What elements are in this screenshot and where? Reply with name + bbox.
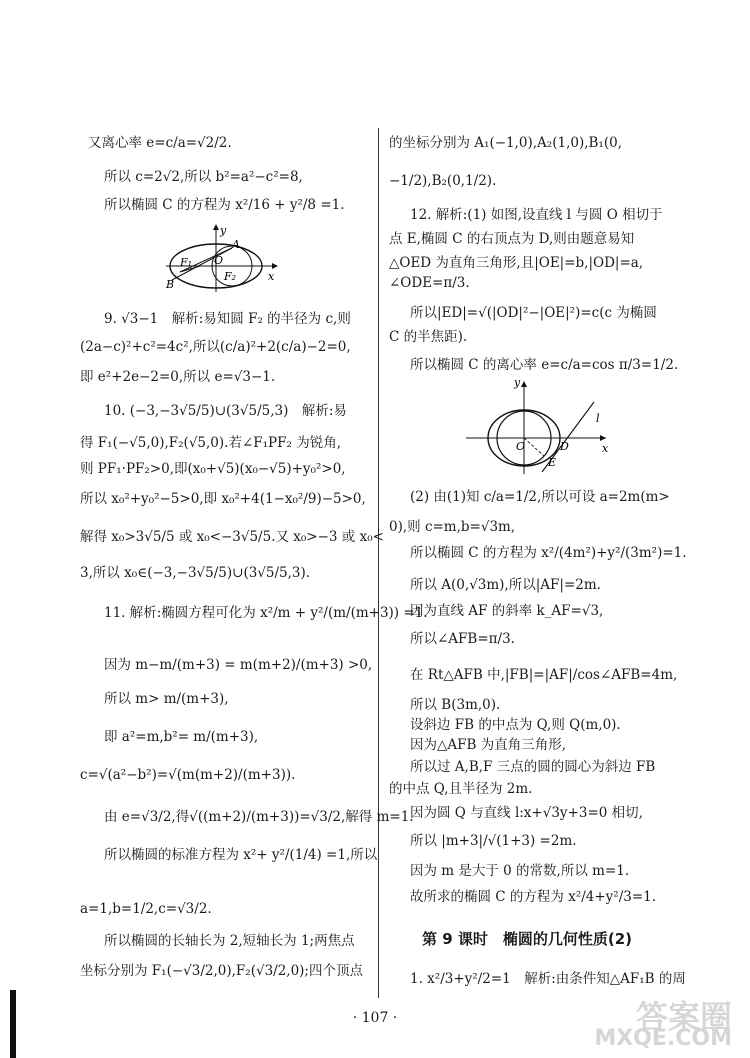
text-line: △OED 为直角三角形,且|OE|=b,|OD|=a, [389, 255, 644, 271]
text-line: 1. x²/3+y²/2=1 解析:由条件知△AF₁B 的周 [410, 971, 686, 987]
text-line: 又离心率 e=c/a=√2/2. [88, 135, 232, 151]
label-e: E [548, 456, 557, 469]
text-line: 即 e²+2e−2=0,所以 e=√3−1. [80, 369, 276, 385]
text-line: 因为 m 是大于 0 的常数,所以 m=1. [410, 863, 630, 879]
section-title: 第 9 课时 椭圆的几何性质(2) [422, 930, 633, 948]
label-y: y [514, 376, 521, 389]
circle-ellipse-figure-2 [462, 376, 612, 476]
text-line: 因为圆 Q 与直线 l:x+√3y+3=0 相切, [410, 805, 643, 821]
text-line: 所以 m> m/(m+3), [104, 691, 229, 707]
label-f1: F₁ [180, 256, 193, 269]
text-line: 所以过 A,B,F 三点的圆的圆心为斜边 FB [410, 759, 656, 775]
text-line: 所以 c=2√2,所以 b²=a²−c²=8, [104, 169, 303, 185]
watermark-title: 答案圈 [635, 998, 732, 1036]
text-line: c=√(a²−b²)=√(m(m+2)/(m+3)). [80, 767, 296, 783]
text-line: 坐标分别为 F₁(−√3/2,0),F₂(√3/2,0);四个顶点 [80, 963, 363, 979]
text-line: 的坐标分别为 A₁(−1,0),A₂(1,0),B₁(0, [389, 135, 622, 151]
text-line: 故所求的椭圆 C 的方程为 x²/4+y²/3=1. [410, 889, 657, 905]
text-line: 10. (−3,−3√5/5)∪(3√5/5,3) 解析:易 [104, 403, 347, 419]
text-line: 设斜边 FB 的中点为 Q,则 Q(m,0). [410, 717, 621, 733]
text-line: 所以椭圆 C 的离心率 e=c/a=cos π/3=1/2. [410, 357, 679, 373]
text-line: 得 F₁(−√5,0),F₂(√5,0).若∠F₁PF₂ 为锐角, [80, 435, 341, 451]
text-line: 9. √3−1 解析:易知圆 F₂ 的半径为 c,则 [104, 311, 351, 327]
text-line: 所以|ED|=√(|OD|²−|OE|²)=c(c 为椭圆 [410, 305, 657, 321]
text-line: 所以椭圆 C 的方程为 x²/16 + y²/8 =1. [104, 197, 345, 213]
text-line: (2) 由(1)知 c/a=1/2,所以可设 a=2m(m> [410, 489, 670, 505]
text-line: a=1,b=1/2,c=√3/2. [80, 901, 212, 917]
text-line: 所以 x₀²+y₀²−5>0,即 x₀²+4(1−x₀²/9)−5>0, [80, 491, 366, 507]
label-x: x [268, 270, 275, 283]
text-line: 11. 解析:椭圆方程可化为 x²/m + y²/(m/(m+3)) =1. [104, 605, 428, 621]
label-b: B [166, 278, 175, 291]
text-line: ∠ODE=π/3. [389, 275, 470, 291]
label-d: D [560, 440, 569, 453]
text-line: C 的半焦距). [389, 329, 468, 345]
label-o: O [214, 254, 224, 267]
text-line: 所以椭圆的长轴长为 2,短轴长为 1;两焦点 [104, 933, 355, 949]
text-line: −1/2),B₂(0,1/2). [389, 173, 497, 189]
label-y: y [220, 224, 227, 237]
scan-edge-mark [10, 990, 16, 1058]
text-line: 所以 B(3m,0). [410, 697, 501, 713]
text-line: 所以椭圆 C 的方程为 x²/(4m²)+y²/(3m²)=1. [410, 545, 687, 561]
text-line: 3,所以 x₀∈(−3,−3√5/5)∪(3√5/5,3). [80, 565, 311, 581]
watermark-logo [594, 998, 732, 1051]
watermark-url: MXQE.COM [594, 1026, 732, 1051]
text-line: 则 PF₁·PF₂>0,即(x₀+√5)(x₀−√5)+y₀²>0, [80, 461, 346, 477]
ellipse-figure-1 [160, 222, 280, 298]
label-a: A [232, 238, 240, 251]
text-line: 12. 解析:(1) 如图,设直线 l 与圆 O 相切于 [410, 207, 663, 223]
text-line: 因为 m−m/(m+3) = m(m+2)/(m+3) >0, [104, 657, 373, 673]
text-line: 0),则 c=m,b=√3m, [389, 519, 516, 535]
label-f2: F₂ [224, 270, 237, 283]
text-line: 所以椭圆的标准方程为 x²+ y²/(1/4) =1,所以 [104, 847, 378, 863]
text-line: 因为直线 AF 的斜率 k_AF=√3, [410, 603, 604, 619]
column-divider [378, 128, 379, 998]
label-l: l [596, 412, 600, 425]
text-line: 解得 x₀>3√5/5 或 x₀<−3√5/5.又 x₀>−3 或 x₀< [80, 529, 384, 545]
text-line: 的中点 Q,且半径为 2m. [389, 781, 533, 797]
label-o: O [516, 440, 526, 453]
text-line: 所以 |m+3|/√(1+3) =2m. [410, 833, 577, 849]
text-line: 由 e=√3/2,得√((m+2)/(m+3))=√3/2,解得 m=1. [104, 809, 414, 825]
page-number: · 107 · [352, 1010, 398, 1026]
text-line: 因为△AFB 为直角三角形, [410, 737, 567, 753]
text-line: 所以∠AFB=π/3. [410, 631, 515, 647]
text-line: 即 a²=m,b²= m/(m+3), [104, 729, 259, 745]
text-line: 点 E,椭圆 C 的右顶点为 D,则由题意易知 [389, 231, 635, 247]
text-line: (2a−c)²+c²=4c²,所以(c/a)²+2(c/a)−2=0, [80, 339, 351, 355]
text-line: 在 Rt△AFB 中,|FB|=|AF|/cos∠AFB=4m, [410, 667, 678, 683]
text-line: 所以 A(0,√3m),所以|AF|=2m. [410, 577, 601, 593]
label-x: x [602, 442, 609, 455]
